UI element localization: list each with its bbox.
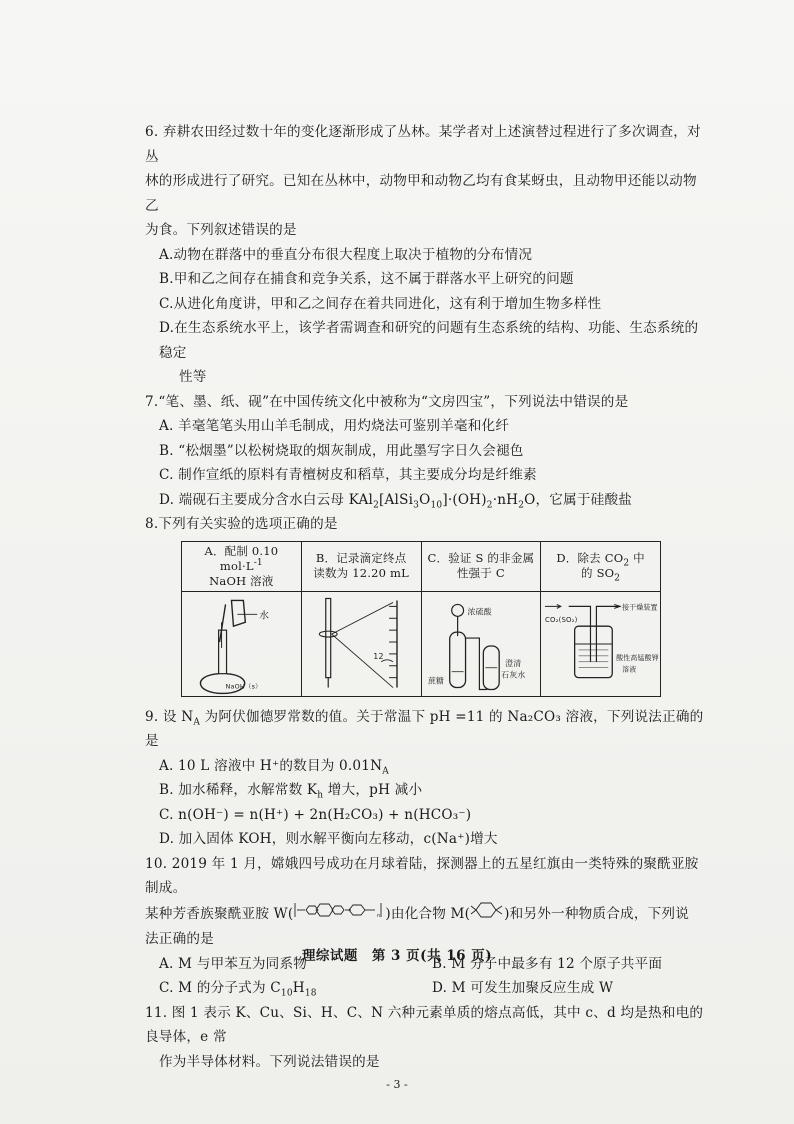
fig-d-liquid-label-1: 酸性高锰酸钾 (616, 653, 660, 662)
q10-stem-line-2: 某种芳香族聚酰亚胺 W( n )由化合物 M( )和另外一种物质合成，下列说 (145, 901, 705, 928)
q10-option-a: A. M 与甲苯互为同系物 (159, 955, 308, 972)
q11-stem-line-2: 作为半导体材料。下列说法错误的是 (159, 1053, 380, 1070)
fig-c-acid-label: 浓硫酸 (467, 606, 492, 616)
q6-stem-line-2: 林的形成进行了研究。已知在丛林中，动物甲和动物乙均有食某蚜虫，且动物甲还能以动物乙 (145, 173, 697, 214)
q7-option-c: C. 制作宣纸的原料有青檀树皮和稻草，其主要成分均是纤维素 (159, 467, 537, 483)
q8-stem: 8.下列有关实验的选项正确的是 (145, 516, 338, 532)
q7-option-b: B. “松烟墨”以松树烧取的烟灰制成，用此墨写字日久会褪色 (159, 442, 524, 459)
fig-a-water-label: 水 (259, 609, 270, 621)
compound-m-structure-icon (470, 901, 504, 928)
q8-figure-c (421, 591, 541, 696)
q8-figure-d (541, 591, 661, 696)
fig-c-limewater-label-1: 澄清 (504, 658, 521, 668)
q9-option-d: D. 加入固体 KOH，则水解平衡向左移动，c(Na⁺)增大 (159, 831, 498, 847)
page-number: - 3 - (386, 1078, 408, 1091)
q6-option-b: B.甲和乙之间存在捕食和竞争关系，这不属于群落水平上研究的问题 (159, 271, 574, 287)
q8-header-a: A．配制 0.10 $mol\cdot L^{-1}$ NaOH 溶液 (182, 541, 302, 591)
q9-option-c: C. n(OH⁻) = n(H⁺) + 2n(H₂CO₃) + n(HCO₃⁻) (159, 806, 472, 823)
fig-d-liquid-label-2: 溶液 (622, 665, 637, 674)
gas-washing-bottle-icon (541, 592, 660, 696)
gas-test-apparatus-icon (422, 592, 541, 696)
q7-stem: 7.“笔、墨、纸、砚”在中国传统文化中被称为“文房四宝”，下列说法中错误的是 (145, 393, 629, 410)
q8-experiment-table (181, 541, 661, 697)
q8-figure-b (301, 591, 421, 696)
q10-option-d: D. M 可发生加聚反应生成 W (432, 980, 614, 996)
q8-header-c: C．验证 S 的非金属 性强于 C (421, 541, 541, 591)
q7-option-d: D. 端砚石主要成分含水白云母 $KAl_2[AlSi_3O_{10}]\cdot(OH)_2\cdot nH_2O$，它属于硅酸盐 (159, 491, 633, 511)
q6-option-c: C.从进化角度讲，甲和乙之间存在着共同进化，这有利于增加生物多样性 (159, 295, 602, 312)
q6-stem-line-1: 6. 弃耕农田经过数十年的变化逐渐形成了丛林。某学者对上述演替过程进行了多次调查，对丛 (145, 124, 701, 165)
q6-option-a: A.动物在群落中的垂直分布很大程度上取决于植物的分布情况 (159, 246, 533, 263)
q10-stem-line-3: 法正确的是 (145, 931, 214, 947)
q10-options-row-2 (145, 976, 705, 1001)
q10-option-b: B. M 分子中最多有 12 个原子共平面 (432, 955, 663, 972)
q7-option-a: A. 羊毫笔笔头用山羊毛制成，用灼烧法可鉴别羊毫和化纤 (159, 418, 510, 434)
fig-b-mark-label: 12 (373, 651, 384, 661)
q9-option-b: B. 加水稀释，水解常数 $K_h$ 增大，pH 减小 (159, 782, 423, 801)
q8-header-b: B．记录滴定终点 读数为 12.20 mL (301, 541, 421, 591)
page-footer: 理综试题 第 3 页(共 16 页) (301, 948, 493, 964)
q10-stem-line-1: 10. 2019 年 1 月，嫦娥四号成功在月球着陆，探测器上的五星红旗由一类特殊的聚酰亚胺制成。 (145, 855, 699, 896)
q6-stem-line-3: 为食。下列叙述错误的是 (145, 222, 297, 238)
volumetric-flask-icon (182, 592, 301, 696)
q10-option-c: C. M 的分子式为 $C_{10}H_{18}$ (159, 980, 317, 999)
q8-figure-a (182, 591, 302, 696)
q11-stem-line-1: 11. 图 1 表示 K、Cu、Si、H、C、N 六种元素单质的熔点高低，其中 c、d 均是热和电的良导体，e 常 (145, 1004, 704, 1045)
fig-d-outlet-label: 接干燥装置 (622, 602, 658, 611)
polyimide-structure-icon (293, 901, 385, 928)
q9-option-a: A. 10 L 溶液中 H⁺的数目为 $0.01N_A$ (159, 757, 389, 777)
fig-c-limewater-label-2: 石灰水 (500, 670, 525, 680)
fig-d-inlet-label: CO₂(SO₂) (545, 615, 578, 624)
fig-a-naoh-label: NaOH（s） (225, 682, 262, 691)
q8-header-d: D．除去 $CO_2$ 中 的 $SO_2$ (541, 541, 661, 591)
q6-option-d: D.在生态系统水平上，该学者需调查和研究的问题有生态系统的结构、功能、生态系统的稳定 (159, 320, 699, 361)
fig-c-sucrose-label: 蔗糖 (427, 676, 444, 686)
svg-text:n: n (377, 912, 381, 919)
page-content (145, 120, 705, 1074)
burette-icon (302, 592, 421, 696)
q9-stem: 9. 设 $N_A$ 为阿伏伽德罗常数的值。关于常温下 pH =11 的 Na₂CO₃ 溶液，下列说法正确的是 (145, 708, 704, 749)
q6-option-d-continued: 性等 (179, 369, 207, 385)
